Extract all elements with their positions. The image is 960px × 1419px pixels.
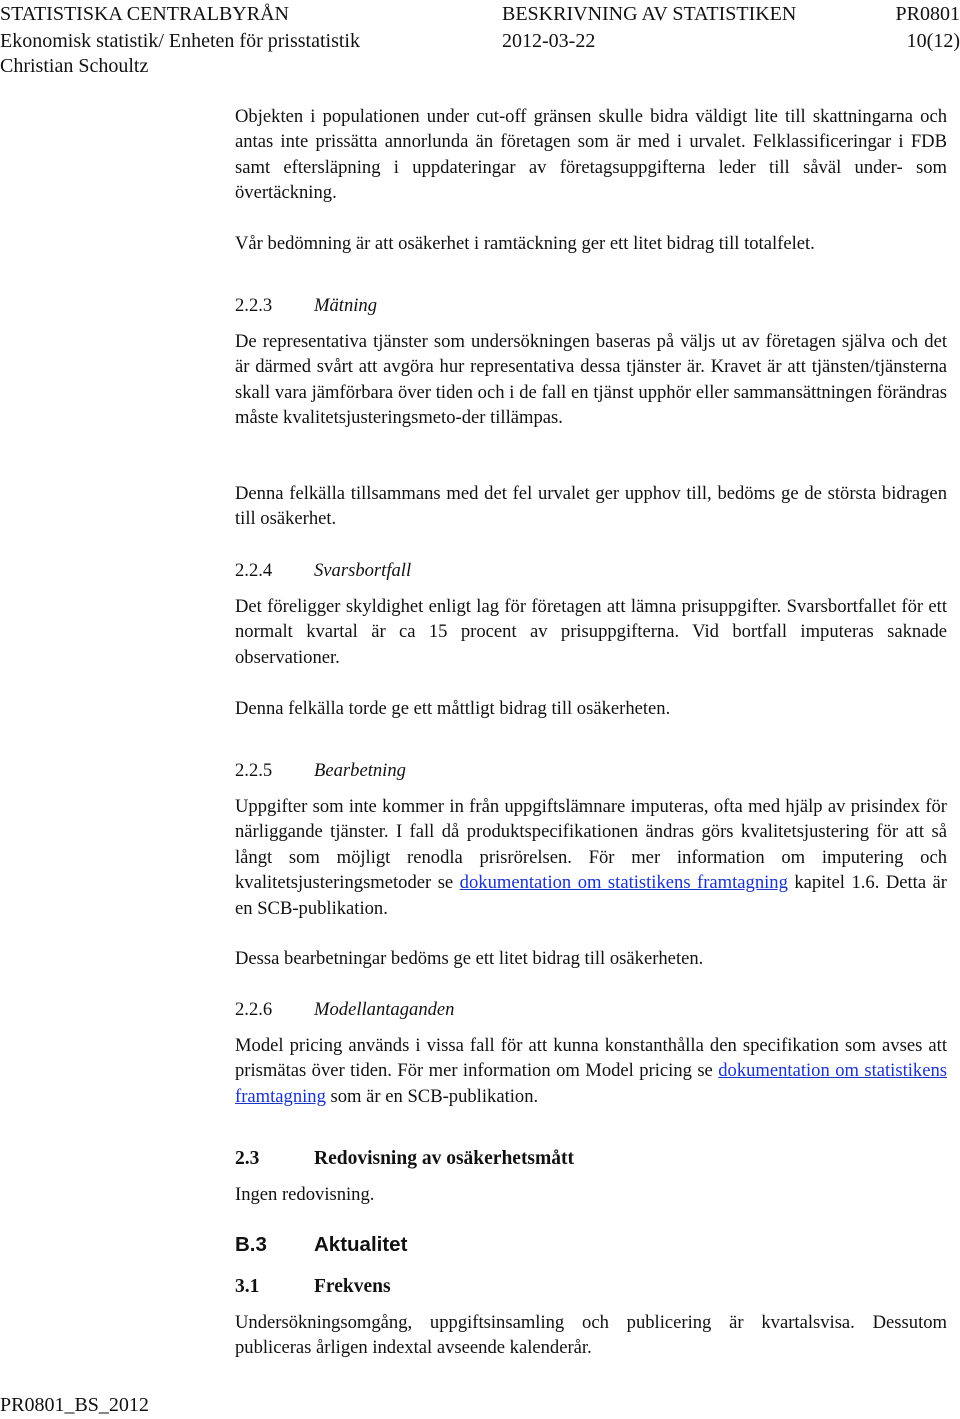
section-title: Aktualitet	[314, 1233, 408, 1256]
section-title: Frekvens	[314, 1276, 391, 1297]
section-title: Redovisning av osäkerhetsmått	[314, 1148, 575, 1169]
section-2-2-6-paragraph-1	[235, 1033, 947, 1109]
documentation-link[interactable]: dokumentation om statistikens framtagning	[235, 1060, 947, 1107]
section-number: 3.1	[235, 1276, 260, 1297]
section-number: 2.3	[235, 1148, 260, 1169]
section-2-2-4-paragraph-1: Det föreligger skyldighet enligt lag för företagen att lämna prisuppgifter. Svarsbortfallet för ett normalt kvartal är ca 15 procent av prisuppgifterna. Vid bortfall imputeras saknade observationer.	[235, 596, 947, 668]
section-2-2-5-paragraph-2: Dessa bearbetningar bedöms ge ett litet bidrag till osäkerheten.	[235, 948, 704, 969]
section-heading-2-2-4	[235, 558, 411, 583]
section-heading-3-1	[235, 1274, 391, 1300]
section-heading-2-3	[235, 1146, 574, 1172]
header-org: STATISTISKA CENTRALBYRÅN	[0, 3, 289, 25]
section-heading-2-2-5	[235, 758, 406, 783]
section-heading-b-3	[235, 1232, 407, 1258]
section-2-2-4-paragraph-2: Denna felkälla torde ge ett måttligt bidrag till osäkerheten.	[235, 698, 671, 719]
paragraph-text: som är en SCB-publikation.	[325, 1085, 539, 1107]
section-number: 2.2.3	[235, 295, 273, 316]
footer-document-code: PR0801_BS_2012	[0, 1394, 149, 1416]
section-number: B.3	[235, 1233, 267, 1256]
section-title: Modellantaganden	[314, 999, 455, 1020]
header-doc-type: BESKRIVNING AV STATISTIKEN	[502, 3, 797, 25]
intro-paragraph-2: Vår bedömning är att osäkerhet i ramtäckning ger ett litet bidrag till totalfelet.	[235, 233, 815, 254]
section-2-2-5-paragraph-1	[235, 794, 947, 921]
header-code: PR0801	[895, 3, 960, 25]
paragraph-text: Model pricing används i vissa fall för att kunna konstanthålla den specifikation som avses att prismätas över tiden. För mer information om Model pricing se	[235, 1035, 947, 1082]
section-2-2-3-paragraph-1: De representativa tjänster som undersökningen baseras på väljs ut av företagen själva och det är därmed svårt att avgöra hur representativa dessa tjänster är. Kravet är att tjänsten/tjänsterna skall vara jämförbara över tiden och i de fall en tjänst upphör eller sammansättningen förändras måste kvalitetsjusteringsmeto-der tillämpas.	[235, 331, 947, 429]
section-title: Svarsbortfall	[314, 560, 412, 581]
header-date: 2012-03-22	[502, 30, 596, 52]
section-title: Bearbetning	[314, 760, 406, 781]
section-title: Mätning	[314, 295, 378, 316]
paragraph-text: Uppgifter som inte kommer in från uppgiftslämnare imputeras, ofta med hjälp av prisindex för närliggande tjänster. I fall då produktspecifikationen ändras görs kvalitetsjustering för att så långt som möjligt renodla prisrörelsen. För mer information om imputering och kvalitetsjusteringsmetoder se	[235, 796, 947, 894]
section-2-2-3-paragraph-2: Denna felkälla tillsammans med det fel urvalet ger upphov till, bedöms ge de största bidragen till osäkerhet.	[235, 483, 947, 530]
section-number: 2.2.4	[235, 560, 273, 581]
documentation-link[interactable]: dokumentation om statistikens framtagning	[459, 872, 788, 894]
section-3-1-paragraph-1: Undersökningsomgång, uppgiftsinsamling och publicering är kvartalsvisa. Dessutom publiceras årligen indextal avseende kalenderår.	[235, 1312, 947, 1359]
section-heading-2-2-3	[235, 293, 377, 318]
section-number: 2.2.6	[235, 999, 273, 1020]
intro-paragraph-1: Objekten i populationen under cut-off gränsen skulle bidra väldigt lite till skattningarna och antas inte prissätta annorlunda än företagen som är med i urvalet. Felklassificeringar i FDB samt eftersläpning i uppdateringar av företagsuppgifterna leder till såväl under- som övertäckning.	[235, 106, 947, 204]
header-author: Christian Schoultz	[0, 55, 149, 77]
header-page: 10(12)	[906, 30, 960, 52]
header-unit: Ekonomisk statistik/ Enheten för prisstatistik	[0, 30, 360, 52]
section-number: 2.2.5	[235, 760, 273, 781]
paragraph-text: kapitel 1.6. Detta är en SCB-publikation.	[235, 872, 947, 919]
section-heading-2-2-6	[235, 997, 454, 1022]
section-2-3-paragraph-1: Ingen redovisning.	[235, 1184, 375, 1205]
